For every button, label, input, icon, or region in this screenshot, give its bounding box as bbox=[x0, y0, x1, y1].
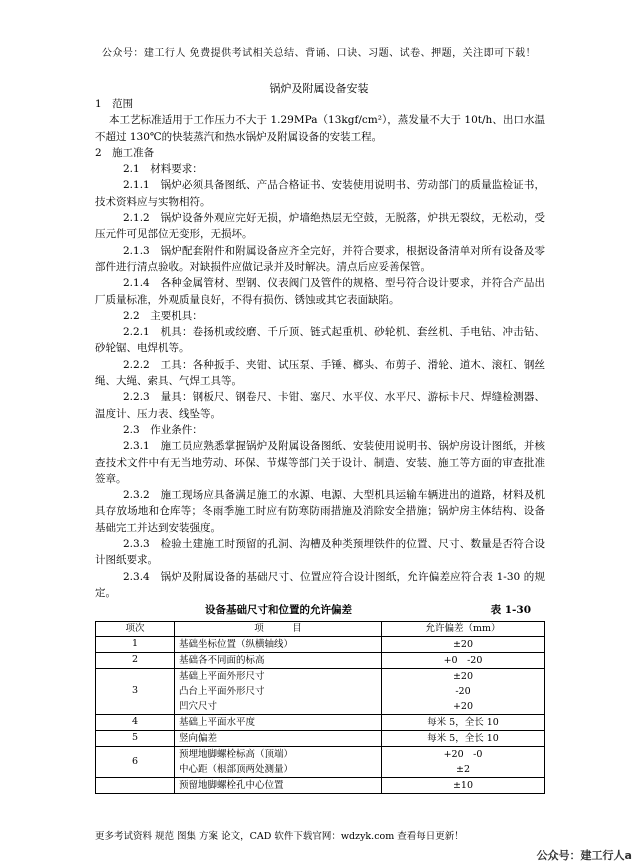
item-line: 凹穴尺寸 bbox=[179, 700, 218, 712]
table-caption-title: 设备基础尺寸和位置的允许偏差 bbox=[205, 604, 352, 617]
tolerance-line: ±2 bbox=[455, 763, 470, 775]
table-row bbox=[96, 714, 545, 730]
cell-tolerance bbox=[382, 746, 545, 777]
cell-tolerance bbox=[382, 652, 545, 668]
tolerance-line: 每米 5，全长 10 bbox=[427, 716, 499, 728]
paragraph: 2.3.1 施工员应熟悉掌握锅炉及附属设备图纸、安装使用说明书、锅炉房设计图纸，并核查技术文件中有无当地劳动、环保、节煤等部门关于设计、制造、安装、施工等方面的审查批准签章。 bbox=[95, 440, 545, 485]
cell-tolerance bbox=[382, 714, 545, 730]
item-line: 凸台上平面外形尺寸 bbox=[179, 685, 265, 697]
paragraph: 2.2.3 量具：钢板尺、钢卷尺、卡钳、塞尺、水平仪、水平尺、游标卡尺、焊缝检测器、温度计、压力表、线坠等。 bbox=[95, 391, 545, 420]
table-number: 表 1-30 bbox=[490, 604, 531, 617]
tolerance-line: ±10 bbox=[452, 779, 474, 791]
cell-index: 4 bbox=[96, 714, 175, 730]
header-tolerance: 允许偏差（mm） bbox=[382, 621, 545, 636]
paragraph: 2.1 材料要求： bbox=[123, 163, 203, 176]
item-line: 竖向偏差 bbox=[179, 732, 218, 744]
cell-item bbox=[175, 777, 382, 793]
table-row bbox=[96, 652, 545, 668]
table-caption bbox=[95, 602, 545, 618]
cell-index: 3 bbox=[96, 668, 175, 714]
paragraph: 2.1.4 各种金属管材、型钢、仪表阀门及管件的规格、型号符合设计要求，并符合产品出厂质量标准，外观质量良好，不得有损伤、锈蚀或其它表面缺陷。 bbox=[95, 277, 545, 306]
item-line: 基础各不同面的标高 bbox=[179, 654, 265, 666]
cell-index: 1 bbox=[96, 636, 175, 652]
table-row bbox=[96, 746, 545, 777]
cell-tolerance bbox=[382, 636, 545, 652]
item-line: 基础上平面水平度 bbox=[179, 716, 256, 728]
header-item: 项 目 bbox=[175, 621, 382, 636]
item-line: 预埋地脚螺栓标高（顶端） bbox=[179, 748, 294, 760]
paragraph: 2.1.3 锅炉配套附件和附属设备应齐全完好，并符合要求，根据设备清单对所有设备及零部件进行清点验收。对缺损件应做记录并及时解决。清点后应妥善保管。 bbox=[95, 244, 545, 273]
tolerance-line: ±20 bbox=[452, 670, 474, 682]
cell-tolerance bbox=[382, 777, 545, 793]
paragraph: 2.2.2 工具：各种扳手、夹钳、试压泵、手锤、榔头、布剪子、滑轮、道木、滚杠、钢丝绳、大绳、索具、气焊工具等。 bbox=[95, 358, 545, 388]
watermark: 公众号：建工行人a bbox=[536, 849, 632, 862]
item-line: 预留地脚螺栓孔中心位置 bbox=[179, 779, 284, 791]
cell-item bbox=[175, 636, 382, 652]
cell-item bbox=[175, 730, 382, 746]
cell-index: 2 bbox=[96, 652, 175, 668]
cell-item bbox=[175, 746, 382, 777]
paragraph: 本工艺标准适用于工作压力不大于 1.29MPa（13kgf/cm²），蒸发量不大于 10t/h、出口水温不超过 130℃的快装蒸汽和热水锅炉及附属设备的安装工程。 bbox=[95, 114, 545, 143]
paragraph: 2.1.2 锅炉设备外观应完好无损，炉墙绝热层无空鼓，无脱落，炉拱无裂纹，无松动，受压元件可见部位无变形，无损坏。 bbox=[95, 212, 545, 241]
tolerance-line: +0 -20 bbox=[443, 654, 483, 666]
page-header: 公众号：建工行人 免费提供考试相关总结、背诵、口诀、习题、试卷、押题，关注即可下载！ bbox=[101, 48, 537, 59]
header-index: 项次 bbox=[96, 621, 175, 636]
paragraph: 2.1.1 锅炉必须具备图纸、产品合格证书、安装使用说明书、劳动部门的质量监检证书，技术资料应与实物相符。 bbox=[95, 179, 545, 208]
paragraph: 2.2 主要机具： bbox=[123, 309, 203, 322]
tolerance-line: -20 bbox=[455, 685, 471, 697]
paragraph: 2.3 作业条件： bbox=[123, 423, 203, 436]
paragraph: 1 范围 bbox=[95, 98, 134, 110]
tolerance-table bbox=[95, 621, 545, 794]
document-body bbox=[95, 96, 545, 794]
paragraph: 2.3.4 锅炉及附属设备的基础尺寸、位置应符合设计图纸，允许偏差应符合表 1-30 的规定。 bbox=[95, 570, 545, 599]
cell-item bbox=[175, 714, 382, 730]
paragraph: 2.3.2 施工现场应具备满足施工的水源、电源、大型机具运输车辆进出的道路，材料及机具存放场地和仓库等；冬雨季施工时应有防寒防雨措施及消除安全措施；锅炉房主体结构、设备基础完工并达到安装强度。 bbox=[95, 489, 545, 534]
tolerance-line: +20 bbox=[452, 700, 474, 712]
tolerance-line: ±20 bbox=[452, 638, 474, 650]
cell-item bbox=[175, 668, 382, 714]
item-line: 中心距（根部顶两处测量） bbox=[179, 763, 294, 775]
cell-index: 5 bbox=[96, 730, 175, 746]
paragraph: 2.3.3 检验土建施工时预留的孔洞、沟槽及种类预埋铁件的位置、尺寸、数量是否符合设计图纸要求。 bbox=[95, 538, 545, 567]
table-row bbox=[96, 730, 545, 746]
item-line: 基础上平面外形尺寸 bbox=[179, 670, 265, 682]
tolerance-line: +20 -0 bbox=[443, 748, 483, 760]
paragraph-list bbox=[95, 96, 545, 601]
cell-index: 6 bbox=[96, 746, 175, 777]
paragraph: 2.2.1 机具：卷扬机或绞磨、千斤顶、链式起重机、砂轮机、套丝机、手电钻、冲击钻、砂轮锯、电焊机等。 bbox=[95, 326, 545, 355]
document-title: 锅炉及附属设备安装 bbox=[269, 82, 369, 95]
cell-tolerance bbox=[382, 668, 545, 714]
item-line: 基础坐标位置（纵横轴线） bbox=[179, 638, 294, 650]
table-header-row bbox=[96, 621, 545, 636]
cell-tolerance bbox=[382, 730, 545, 746]
page-footer: 更多考试资料 规范 图集 方案 论文，CAD 软件下载官网：wdzyk.com 查看每日更新！ bbox=[95, 831, 464, 842]
cell-index bbox=[96, 777, 175, 793]
table-row bbox=[96, 668, 545, 714]
table-row bbox=[96, 777, 545, 793]
tolerance-line: 每米 5，全长 10 bbox=[427, 732, 499, 744]
cell-item bbox=[175, 652, 382, 668]
paragraph: 2 施工准备 bbox=[95, 146, 155, 159]
table-row bbox=[96, 636, 545, 652]
